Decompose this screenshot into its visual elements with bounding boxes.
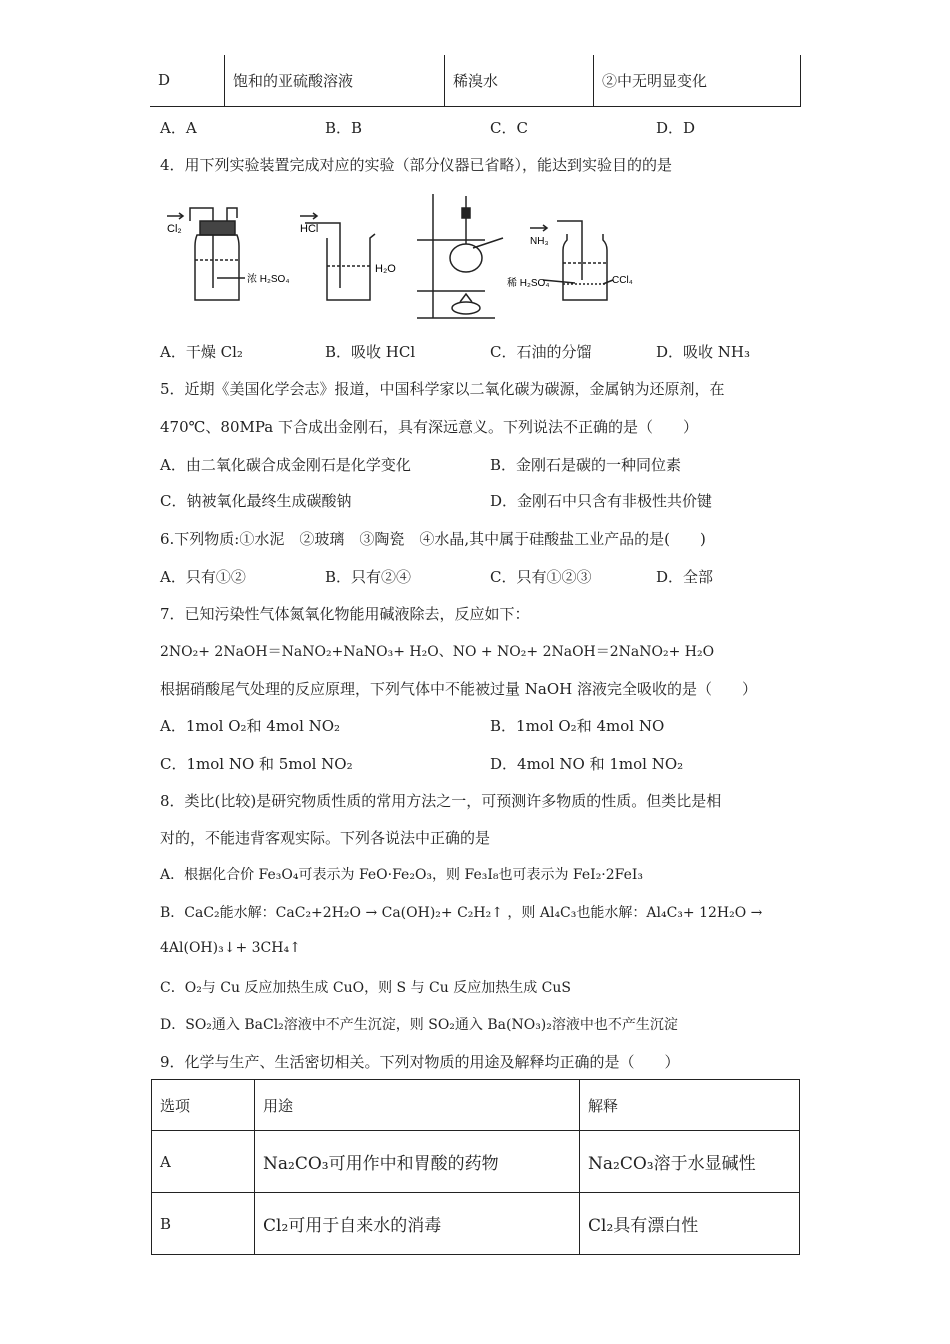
option-b: B．CaC₂能水解：CaC₂+2H₂O → Ca(OH)₂+ C₂H₂↑ ，则 Al₄C₃也能水解：Al₄C₃+ 12H₂O →	[160, 905, 763, 921]
cell-solution: 稀溴水	[445, 55, 594, 106]
option-a: A．干燥 Cl₂	[160, 343, 243, 361]
question-8-stem-2: 对的，不能违背客观实际。下列各说法中正确的是	[160, 829, 491, 847]
cell-explain: Na₂CO₃溶于水显碱性	[580, 1131, 800, 1193]
option-a: A．1mol O₂和 4mol NO₂	[160, 717, 341, 735]
distillation-icon	[417, 194, 503, 318]
option-c: C．只有①②③	[490, 568, 592, 586]
cell-reagent: 饱和的亚硫酸溶液	[225, 55, 445, 106]
question-7-stem: 7．已知污染性气体氮氧化物能用碱液除去，反应如下：	[160, 605, 530, 623]
table-top	[150, 55, 801, 107]
option-a: A．根据化合价 Fe₃O₄可表示为 FeO·Fe₂O₃，则 Fe₃I₈也可表示为 FeI₂·2FeI₃	[160, 867, 644, 883]
option-b: B．只有②④	[325, 568, 412, 586]
cell-use: Na₂CO₃可用作中和胃酸的药物	[255, 1131, 580, 1193]
question-8-stem-1: 8．类比(比较)是研究物质性质的常用方法之一，可预测许多物质的性质。但类比是相	[160, 792, 722, 810]
label-d-reagent2: CCl₄	[612, 275, 633, 286]
label-a-reagent: 浓 H₂SO₄	[247, 274, 290, 285]
header-use: 用途	[255, 1080, 580, 1131]
option-b: B．B	[325, 119, 363, 137]
question-9-stem: 9．化学与生产、生活密切相关。下列对物质的用途及解释均正确的是（ ）	[160, 1053, 680, 1071]
question-7-stem-2: 根据硝酸尾气处理的反应原理，下列气体中不能被过量 NaOH 溶液完全吸收的是（ ）	[160, 680, 757, 698]
option-c: C．石油的分馏	[490, 343, 592, 361]
question-4-stem: 4．用下列实验装置完成对应的实验（部分仪器已省略），能达到实验目的的是	[160, 156, 673, 174]
cell-explain: Cl₂具有漂白性	[580, 1193, 800, 1255]
table-header-row	[152, 1080, 800, 1131]
table-row	[152, 1193, 800, 1255]
option-a: A．A	[160, 119, 197, 137]
cell-use: Cl₂可用于自来水的消毒	[255, 1193, 580, 1255]
option-b-cont: 4Al(OH)₃↓+ 3CH₄↑	[160, 940, 301, 956]
question-7-equation: 2NO₂+ 2NaOH＝NaNO₂+NaNO₃+ H₂O、NO + NO₂+ 2NaOH＝2NaNO₂+ H₂O	[160, 644, 715, 660]
option-d: D．金刚石中只含有非极性共价键	[490, 492, 713, 510]
option-c: C．O₂与 Cu 反应加热生成 CuO，则 S 与 Cu 反应加热生成 CuS	[160, 980, 571, 996]
label-d-gas: NH₃	[530, 236, 549, 247]
header-option: 选项	[152, 1080, 255, 1131]
label-b-gas: HCl	[300, 223, 319, 235]
option-b: B．1mol O₂和 4mol NO	[490, 717, 665, 735]
label-a-gas: Cl₂	[167, 223, 182, 235]
apparatus-figure	[155, 188, 635, 328]
question-5-stem-1: 5．近期《美国化学会志》报道，中国科学家以二氧化碳为碳源，金属钠为还原剂，在	[160, 380, 725, 398]
table-q9	[151, 1079, 800, 1255]
table-row	[150, 55, 801, 106]
cell-phenomenon: ②中无明显变化	[594, 55, 801, 106]
option-d: D．吸收 NH₃	[656, 343, 751, 361]
table-row	[152, 1131, 800, 1193]
option-a: A．只有①②	[160, 568, 246, 586]
cell-option: B	[152, 1193, 255, 1255]
label-b-reagent: H₂O	[375, 263, 396, 275]
drying-bottle-icon	[167, 208, 245, 300]
question-6-stem: 6.下列物质:①水泥 ②玻璃 ③陶瓷 ④水晶,其中属于硅酸盐工业产品的是( )	[160, 530, 706, 548]
option-d: D．SO₂通入 BaCl₂溶液中不产生沉淀，则 SO₂通入 Ba(NO₃)₂溶液中也不产生沉淀	[160, 1017, 678, 1033]
option-d: D．全部	[656, 568, 714, 586]
option-d: D．4mol NO 和 1mol NO₂	[490, 755, 684, 773]
option-b: B．金刚石是碳的一种同位素	[490, 456, 682, 474]
option-c: C．钠被氧化最终生成碳酸钠	[160, 492, 352, 510]
cell-option: D	[150, 55, 225, 106]
option-d: D．D	[656, 119, 696, 137]
option-b: B．吸收 HCl	[325, 343, 416, 361]
label-d-reagent1: 稀 H₂SO₄	[507, 278, 550, 289]
option-a: A．由二氧化碳合成金刚石是化学变化	[160, 456, 411, 474]
header-explain: 解释	[580, 1080, 800, 1131]
cell-option: A	[152, 1131, 255, 1193]
question-5-stem-2: 470℃、80MPa 下合成出金刚石，具有深远意义。下列说法不正确的是（ ）	[160, 418, 698, 436]
option-c: C．C	[490, 119, 528, 137]
option-c: C．1mol NO 和 5mol NO₂	[160, 755, 353, 773]
